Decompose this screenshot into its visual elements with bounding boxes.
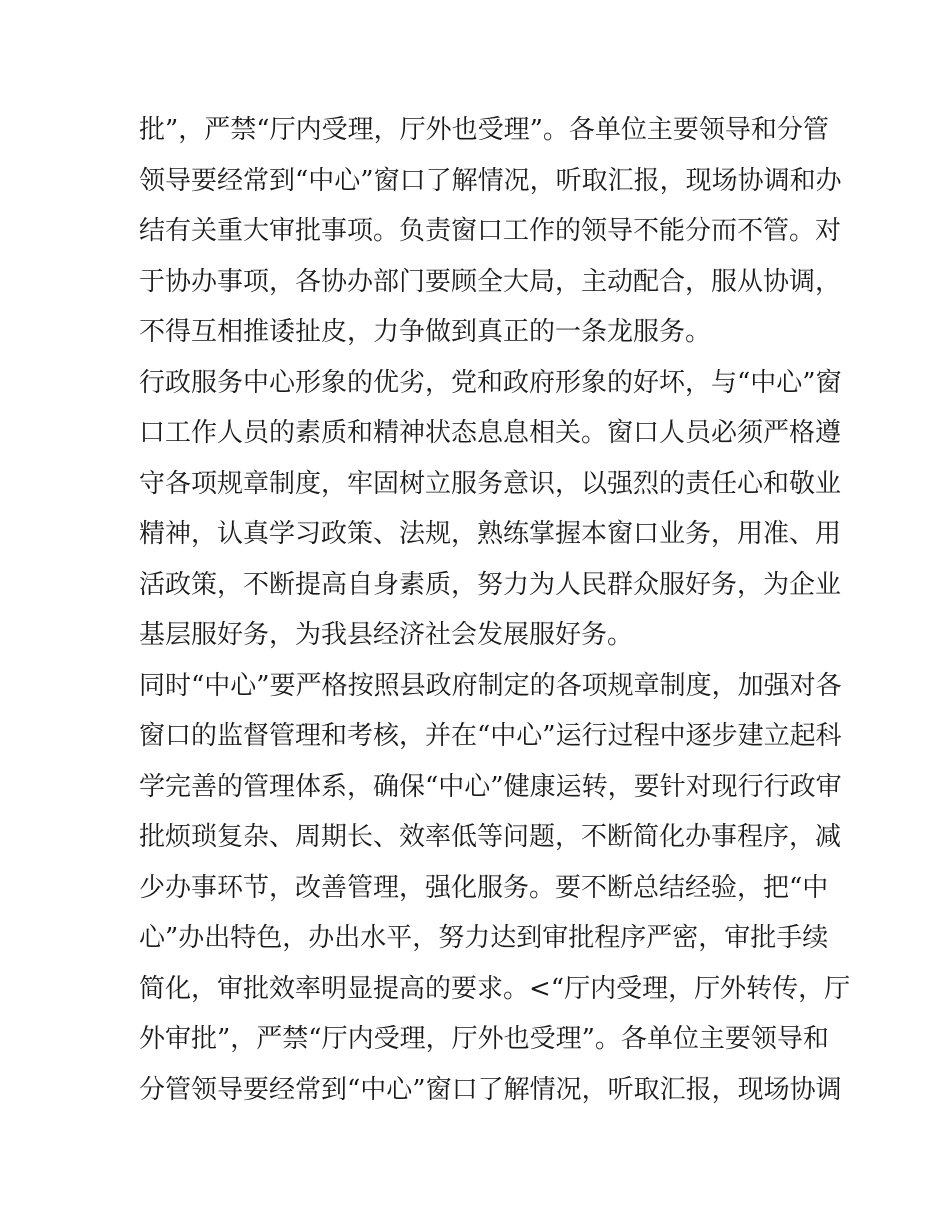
text-line: 领导要经常到“中心”窗口了解情况，听取汇报，现场协调和办 — [139, 165, 842, 196]
text-line: 精神，认真学习政策、法规，熟练掌握本窗口业务，用准、用 — [139, 519, 842, 549]
text-line: 心”办出特色，办出水平，努力达到审批程序严密，审批手续 — [139, 923, 829, 953]
text-line: 学完善的管理体系，确保“中心”健康运转，要针对现行行政审 — [139, 771, 842, 802]
text-line: 不得互相推诿扯皮，力争做到真正的一条龙服务。 — [139, 317, 712, 347]
text-line: 少办事环节，改善管理，强化服务。要不断总结经验，把“中 — [139, 872, 829, 903]
text-line: 行政服务中心形象的优劣，党和政府形象的好坏，与“中心”窗 — [139, 367, 842, 398]
text-line: 守各项规章制度，牢固树立服务意识，以强烈的责任心和敬业 — [139, 468, 842, 499]
text-line: 同时“中心”要严格按照县政府制定的各项规章制度，加强对各 — [139, 670, 842, 701]
text-line: 窗口的监督管理和考核，并在“中心”运行过程中逐步建立起科 — [139, 721, 842, 751]
text-line: 外审批”，严禁“厅内受理，厅外也受理”。各单位主要领导和 — [139, 1024, 829, 1054]
body-text — [139, 105, 851, 1115]
text-line: 批”，严禁“厅内受理，厅外也受理”。各单位主要领导和分管 — [139, 115, 829, 145]
text-line: 活政策，不断提高自身素质，努力为人民群众服好务，为企业 — [139, 569, 842, 600]
text-line: 结有关重大审批事项。负责窗口工作的领导不能分而不管。对 — [139, 216, 842, 246]
text-line: 口工作人员的素质和精神状态息息相关。窗口人员必须严格遵 — [139, 418, 842, 448]
text-line: 简化，审批效率明显提高的要求。<“厅内受理，厅外转传，厅 — [139, 973, 851, 1004]
text-line: 批烦琐复杂、周期长、效率低等问题，不断简化办事程序，减 — [139, 822, 842, 852]
text-line: 基层服好务，为我县经济社会发展服好务。 — [139, 620, 634, 650]
text-line: 分管领导要经常到“中心”窗口了解情况，听取汇报，现场协调 — [139, 1074, 842, 1105]
text-line: 于协办事项，各协办部门要顾全大局，主动配合，服从协调， — [139, 266, 842, 297]
